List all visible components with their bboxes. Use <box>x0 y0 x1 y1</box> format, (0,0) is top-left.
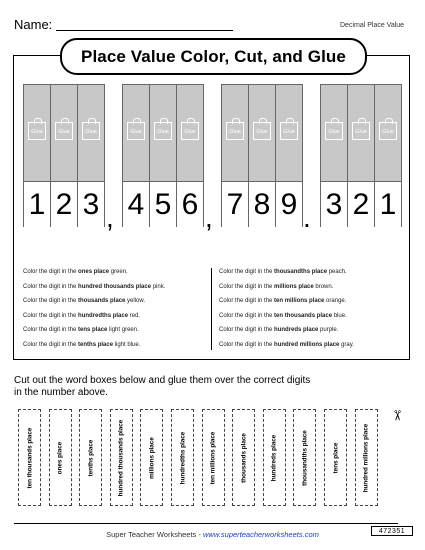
instruction-line <box>219 298 346 304</box>
comma-separator: , <box>106 202 114 233</box>
instruction-line <box>219 327 338 333</box>
digit-group <box>23 84 104 227</box>
glue-area[interactable] <box>78 85 104 181</box>
name-label: Name: <box>14 17 53 32</box>
instruction-color: orange. <box>324 298 347 304</box>
glue-label: Glue <box>283 129 295 135</box>
word-box-label: hundreds place <box>270 434 278 481</box>
word-box[interactable] <box>293 409 316 506</box>
digit-cell[interactable] <box>77 84 105 227</box>
scissors-icon: ✂ <box>389 409 406 422</box>
glue-bottle-icon <box>55 122 73 140</box>
glue-area[interactable] <box>375 85 401 181</box>
digit-group <box>122 84 203 227</box>
instruction-place: millions place <box>274 283 314 290</box>
glue-bottle-icon <box>181 122 199 140</box>
word-box[interactable] <box>324 409 347 506</box>
word-box[interactable] <box>355 409 378 506</box>
digit-cell[interactable] <box>176 84 204 227</box>
word-box[interactable] <box>140 409 163 506</box>
instruction-line <box>219 284 333 290</box>
word-box[interactable] <box>18 409 41 506</box>
instruction-line <box>23 269 128 275</box>
cut-instructions: Cut out the word boxes below and glue them over the correct digits in the number above. <box>14 375 311 398</box>
digit[interactable]: 8 <box>249 181 275 228</box>
digit-cell[interactable] <box>50 84 78 227</box>
instruction-text: Color the digit in the <box>23 327 79 333</box>
digit-cell[interactable] <box>275 84 303 227</box>
glue-label: Glue <box>184 129 196 135</box>
page-title: Place Value Color, Cut, and Glue <box>60 38 367 75</box>
worksheet-code: 472351 <box>371 526 413 536</box>
instruction-line <box>219 269 347 275</box>
glue-label: Glue <box>328 129 340 135</box>
word-box-label: ones place <box>56 441 64 474</box>
instruction-color: light blue. <box>113 341 141 348</box>
digit-cell[interactable] <box>122 84 150 227</box>
glue-bottle-icon <box>28 122 46 140</box>
instruction-text: Color the digit in the <box>219 327 275 333</box>
digit-cell[interactable] <box>347 84 375 227</box>
word-box-label: hundred thousands place <box>117 419 125 496</box>
digit-cell[interactable] <box>23 84 51 227</box>
instruction-place: hundred thousands place <box>78 283 152 290</box>
instruction-text: Color the digit in the <box>219 269 275 275</box>
glue-label: Glue <box>58 129 70 135</box>
glue-area[interactable] <box>348 85 374 181</box>
instruction-place: ones place <box>78 269 110 275</box>
digit-cell[interactable] <box>374 84 402 227</box>
glue-label: Glue <box>382 129 394 135</box>
instruction-line <box>23 327 139 333</box>
instruction-color: pink. <box>151 283 166 290</box>
instruction-place: tenths place <box>78 341 114 348</box>
footer <box>0 530 425 539</box>
instruction-color: peach. <box>327 269 347 275</box>
instruction-color: blue. <box>332 312 347 319</box>
comma-separator: , <box>205 202 213 233</box>
word-box[interactable] <box>49 409 72 506</box>
glue-label: Glue <box>157 129 169 135</box>
glue-bottle-icon <box>82 122 100 140</box>
instruction-place: thousandths place <box>274 269 328 275</box>
digit[interactable]: 3 <box>321 181 347 228</box>
instruction-line <box>219 342 354 348</box>
glue-area[interactable] <box>276 85 302 181</box>
instruction-text: Color the digit in the <box>219 298 275 304</box>
instruction-color: gray. <box>339 341 354 348</box>
instruction-text: Color the digit in the <box>23 298 79 304</box>
instruction-line <box>23 313 140 319</box>
instruction-color: green. <box>109 269 128 275</box>
word-box-label: ten thousands place <box>26 427 33 488</box>
footer-link[interactable]: www.superteacherworksheets.com <box>202 530 319 539</box>
digit-group <box>320 84 401 227</box>
instruction-place: ten thousands place <box>274 312 333 319</box>
word-box-label: thousandths place <box>301 429 309 486</box>
digit[interactable]: 1 <box>24 181 50 228</box>
digit-cell[interactable] <box>248 84 276 227</box>
instruction-color: brown. <box>313 283 334 290</box>
instruction-place: ten millions place <box>274 298 325 304</box>
glue-area[interactable] <box>222 85 248 181</box>
glue-area[interactable] <box>177 85 203 181</box>
instruction-color: red. <box>128 312 141 319</box>
glue-bottle-icon <box>253 122 271 140</box>
instruction-color: purple. <box>318 327 339 333</box>
word-box[interactable] <box>232 409 255 506</box>
digit-group <box>221 84 302 227</box>
glue-bottle-icon <box>325 122 343 140</box>
footer-divider <box>14 523 398 524</box>
instruction-line <box>23 284 165 290</box>
instruction-text: Color the digit in the <box>23 269 79 275</box>
word-box-label: thousands place <box>240 432 248 483</box>
glue-label: Glue <box>355 129 367 135</box>
glue-bottle-icon <box>154 122 172 140</box>
glue-area[interactable] <box>51 85 77 181</box>
digit-cell[interactable] <box>149 84 177 227</box>
glue-area[interactable] <box>150 85 176 181</box>
word-box-label: tenths place <box>87 439 95 476</box>
word-box[interactable] <box>263 409 286 506</box>
instruction-place: thousands place <box>78 298 126 304</box>
instruction-line <box>23 298 145 304</box>
instruction-text: Color the digit in the <box>219 341 275 348</box>
instruction-text: Color the digit in the <box>23 312 79 319</box>
instruction-text: Color the digit in the <box>219 283 275 290</box>
name-line[interactable] <box>56 30 233 31</box>
instruction-place: hundred millions place <box>274 341 340 348</box>
digit[interactable]: 6 <box>177 181 203 228</box>
digit[interactable]: 9 <box>276 181 302 228</box>
word-box[interactable] <box>171 409 194 506</box>
word-box[interactable] <box>110 409 133 506</box>
digit[interactable]: 5 <box>150 181 176 228</box>
instruction-place: hundredths place <box>78 312 129 319</box>
digit[interactable]: 7 <box>222 181 248 228</box>
instruction-line <box>219 313 347 319</box>
glue-label: Glue <box>130 129 142 135</box>
instruction-line <box>23 342 140 348</box>
glue-label: Glue <box>31 129 43 135</box>
digit[interactable]: 2 <box>51 181 77 228</box>
glue-label: Glue <box>229 129 241 135</box>
glue-area[interactable] <box>24 85 50 181</box>
footer-prefix: Super Teacher Worksheets - <box>106 530 203 539</box>
instruction-color: light green. <box>107 327 139 333</box>
instruction-place: tens place <box>78 327 108 333</box>
glue-bottle-icon <box>226 122 244 140</box>
digit[interactable]: 3 <box>78 181 104 228</box>
word-box[interactable] <box>79 409 102 506</box>
glue-area[interactable] <box>123 85 149 181</box>
glue-label: Glue <box>256 129 268 135</box>
instruction-text: Color the digit in the <box>23 283 79 290</box>
instruction-color: yellow. <box>125 298 146 304</box>
word-box-label: tens place <box>332 442 339 473</box>
digit-cell[interactable] <box>320 84 348 227</box>
instruction-text: Color the digit in the <box>219 312 275 319</box>
worksheet-topic: Decimal Place Value <box>340 22 405 29</box>
digit[interactable]: 1 <box>375 181 401 228</box>
glue-area[interactable] <box>321 85 347 181</box>
word-box-label: hundred millions place <box>362 423 370 492</box>
instruction-text: Color the digit in the <box>23 341 79 348</box>
glue-bottle-icon <box>127 122 145 140</box>
digit-cell[interactable] <box>221 84 249 227</box>
instructions-divider <box>211 268 212 350</box>
instruction-place: hundreds place <box>274 327 319 333</box>
digit[interactable]: 4 <box>123 181 149 228</box>
glue-bottle-icon <box>280 122 298 140</box>
word-box-label: ten millions place <box>209 431 217 484</box>
word-box-label: millions place <box>148 436 156 479</box>
digit[interactable]: 2 <box>348 181 374 228</box>
word-box-label: hundredths place <box>179 431 186 484</box>
glue-label: Glue <box>85 129 97 135</box>
decimal-point: . <box>303 202 311 233</box>
glue-area[interactable] <box>249 85 275 181</box>
glue-bottle-icon <box>379 122 397 140</box>
word-box[interactable] <box>202 409 225 506</box>
glue-bottle-icon <box>352 122 370 140</box>
